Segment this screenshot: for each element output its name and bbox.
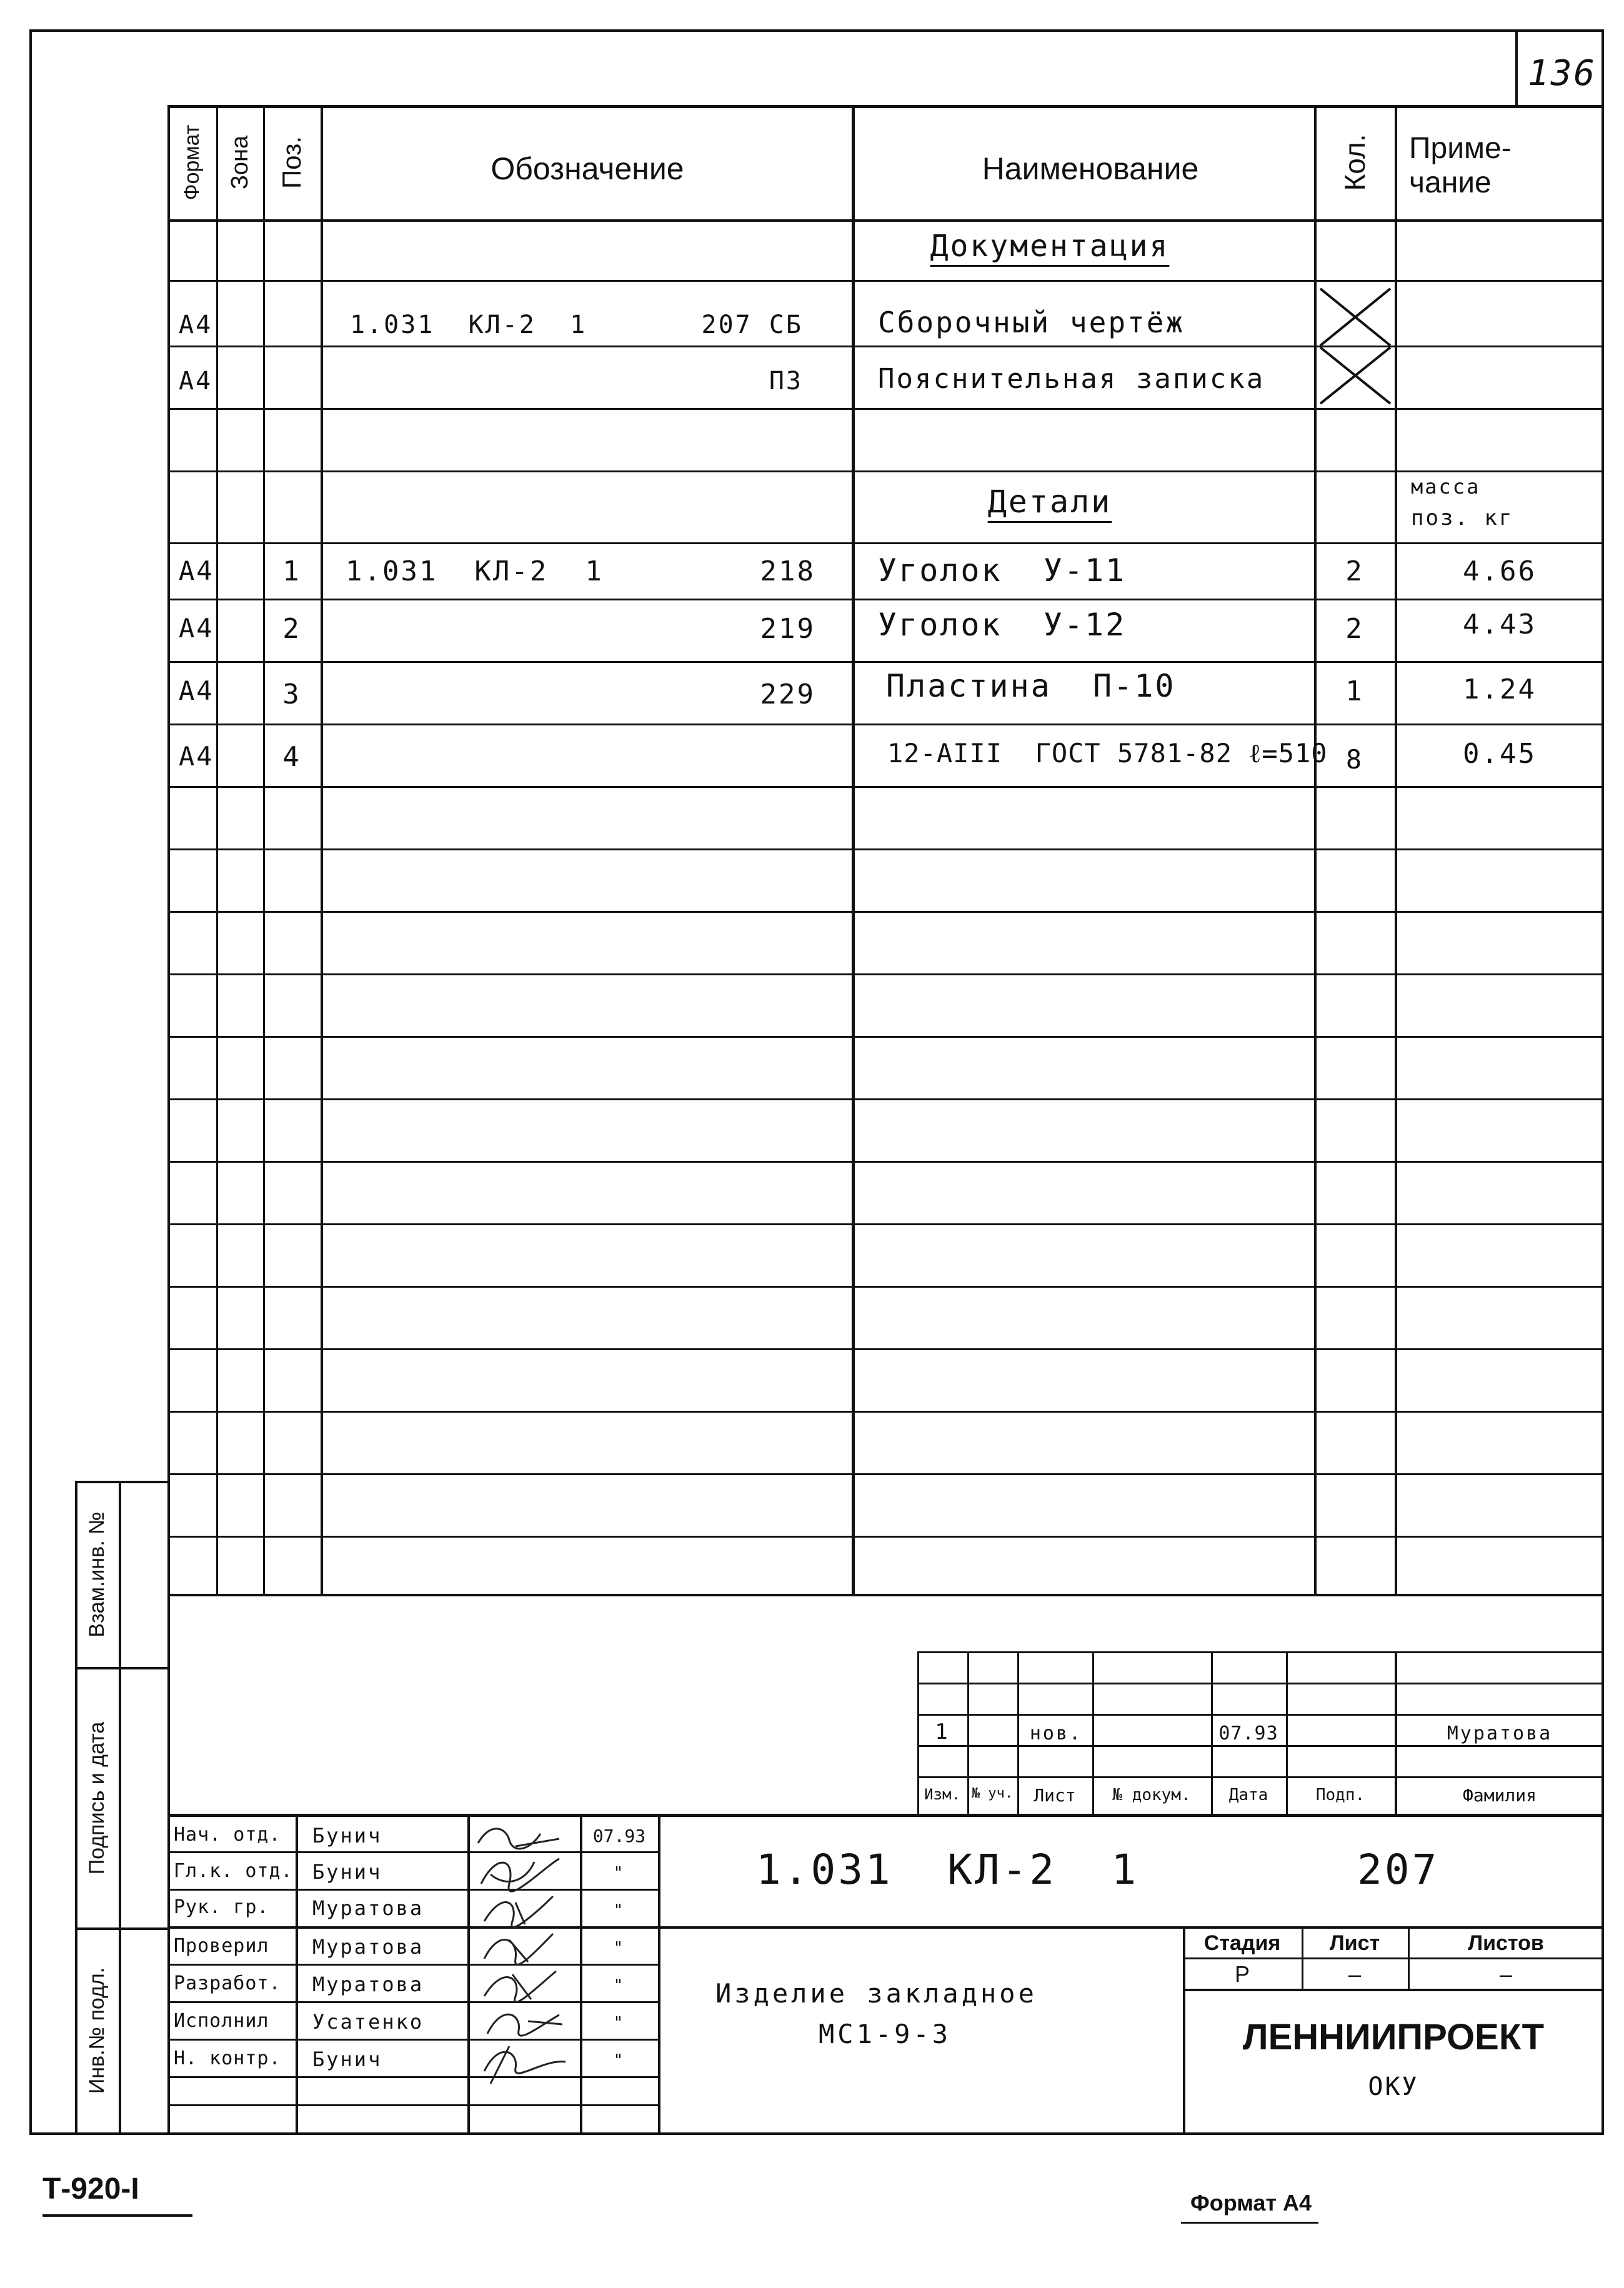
product-mark: МС1-9-3 — [819, 2019, 952, 2049]
series-label: Т-920-I — [42, 2172, 139, 2206]
doc-row-suffix: 207 СБ — [701, 311, 803, 339]
detail-row-mass: 1.24 — [1463, 674, 1537, 705]
signature-role: Н. контр. — [174, 2047, 281, 2069]
mass-note-1: масса — [1411, 475, 1481, 499]
product-name: Изделие закладное — [715, 1978, 1037, 2009]
signature-date: 07.93 — [592, 1826, 646, 1846]
sheets-label: Листов — [1468, 1931, 1544, 1955]
detail-row-mass: 4.66 — [1463, 555, 1537, 587]
signature-name: Усатенко — [312, 2010, 424, 2034]
doc-row-designation: 1.031 КЛ-2 1 — [350, 311, 587, 339]
detail-row-qty: 1 — [1345, 675, 1364, 707]
detail-row-mass: 0.45 — [1463, 738, 1537, 770]
detail-row-pos: 4 — [282, 741, 301, 773]
organization-dept: ОКУ — [1368, 2072, 1419, 2101]
signature-name: Бунич — [312, 2047, 382, 2071]
section-details: Детали — [987, 484, 1112, 520]
sheet-value: – — [1348, 1961, 1362, 1987]
revision-surname: Муратова — [1447, 1723, 1553, 1744]
revision-header-kol-uch: № уч. — [971, 1786, 1014, 1801]
detail-row-pos: 3 — [282, 679, 301, 710]
header-bottom — [167, 219, 1604, 222]
signature-role: Проверил — [174, 1935, 269, 1957]
signature-name: Муратова — [312, 1935, 424, 1959]
frame-top — [29, 29, 1604, 32]
signature-date: " — [613, 1901, 625, 1920]
detail-row-pos: 1 — [282, 555, 301, 587]
detail-row-name: Уголок У-11 — [878, 552, 1127, 589]
detail-row-designation: 1.031 КЛ-2 1 — [346, 555, 604, 587]
detail-row-name: Уголок У-12 — [878, 607, 1127, 643]
detail-row-suffix: 229 — [760, 679, 815, 710]
header-zone: Зона — [227, 135, 253, 190]
revision-izm: 1 — [935, 1719, 950, 1744]
signature-name: Бунич — [312, 1824, 382, 1848]
detail-row-qty: 8 — [1345, 744, 1364, 775]
signature-date: " — [613, 1976, 625, 1995]
revision-header-date: Дата — [1228, 1786, 1268, 1804]
signature-name: Бунич — [312, 1860, 382, 1884]
document-code: 1.031 КЛ-2 1 207 — [756, 1846, 1440, 1894]
doc-row-format: А4 — [179, 311, 213, 339]
side-label-vzam: Взам.инв. № — [85, 1511, 109, 1638]
stage-label: Стадия — [1203, 1931, 1281, 1955]
detail-row-name: Пластина П-10 — [886, 668, 1176, 704]
detail-row-suffix: 219 — [760, 613, 815, 645]
revision-list: нов. — [1029, 1723, 1083, 1744]
detail-row-format: А4 — [179, 613, 214, 644]
stage-value: Р — [1234, 1961, 1250, 1987]
frame-bottom — [29, 2132, 1604, 2135]
detail-row-format: А4 — [179, 555, 214, 586]
detail-row-mass: 4.43 — [1463, 609, 1537, 640]
organization-name: ЛЕННИИПРОЕКТ — [1242, 2017, 1545, 2057]
side-label-inv: Инв.№ подл. — [85, 1967, 109, 2094]
signature-role: Нач. отд. — [174, 1824, 281, 1846]
header-name: Наименование — [982, 151, 1199, 186]
doc-row-format: А4 — [179, 367, 213, 395]
table-top — [167, 105, 1604, 108]
detail-row-pos: 2 — [282, 613, 301, 645]
revision-header-list: Лист — [1034, 1785, 1076, 1806]
signature-name: Муратова — [312, 1896, 424, 1920]
revision-header-sign: Подп. — [1315, 1786, 1365, 1804]
signature-date: " — [613, 2051, 625, 2070]
signature-role: Разработ. — [174, 1972, 281, 1994]
revision-header-izm: Изм. — [924, 1786, 960, 1803]
section-documentation: Документация — [930, 229, 1170, 264]
signature-name: Муратова — [312, 1972, 424, 1996]
revision-header-doc: № докум. — [1112, 1786, 1191, 1804]
doc-row-name: Сборочный чертёж — [878, 306, 1185, 339]
detail-row-qty: 2 — [1345, 613, 1364, 645]
revision-header-surname: Фамилия — [1462, 1785, 1537, 1806]
detail-row-format: А4 — [179, 741, 214, 772]
mass-note-2: поз. кг — [1411, 505, 1514, 530]
detail-row-name: 12-АIII ГОСТ 5781-82 ℓ=510 — [887, 738, 1328, 768]
header-qty: Кол. — [1338, 134, 1371, 191]
doc-row-name: Пояснительная записка — [878, 363, 1265, 395]
frame-left — [29, 29, 32, 2135]
header-note: Приме- чание — [1409, 132, 1512, 200]
sheet-label: Лист — [1329, 1931, 1380, 1955]
handwritten-signature — [472, 1815, 578, 2109]
signature-date: " — [613, 2014, 625, 2032]
signature-date: " — [613, 1939, 625, 1957]
signature-date: " — [613, 1864, 625, 1883]
doc-row-suffix: ПЗ — [769, 367, 803, 395]
revision-date: 07.93 — [1218, 1723, 1278, 1744]
header-designation: Обозначение — [491, 151, 684, 186]
header-format: Формат — [180, 124, 204, 201]
signature-role: Рук. гр. — [174, 1896, 269, 1918]
page-number: 136 — [1528, 53, 1597, 94]
header-pos: Поз. — [277, 136, 306, 189]
signature-role: Исполнил — [174, 2010, 269, 2032]
detail-row-format: А4 — [179, 675, 214, 706]
detail-row-qty: 2 — [1345, 555, 1364, 587]
sheets-value: – — [1499, 1961, 1513, 1987]
not-applicable-mark — [1317, 285, 1395, 407]
format-label: Формат А4 — [1190, 2190, 1312, 2216]
detail-row-suffix: 218 — [760, 555, 815, 587]
side-label-podpis: Подпись и дата — [85, 1721, 109, 1875]
signature-role: Гл.к. отд. — [174, 1860, 293, 1882]
